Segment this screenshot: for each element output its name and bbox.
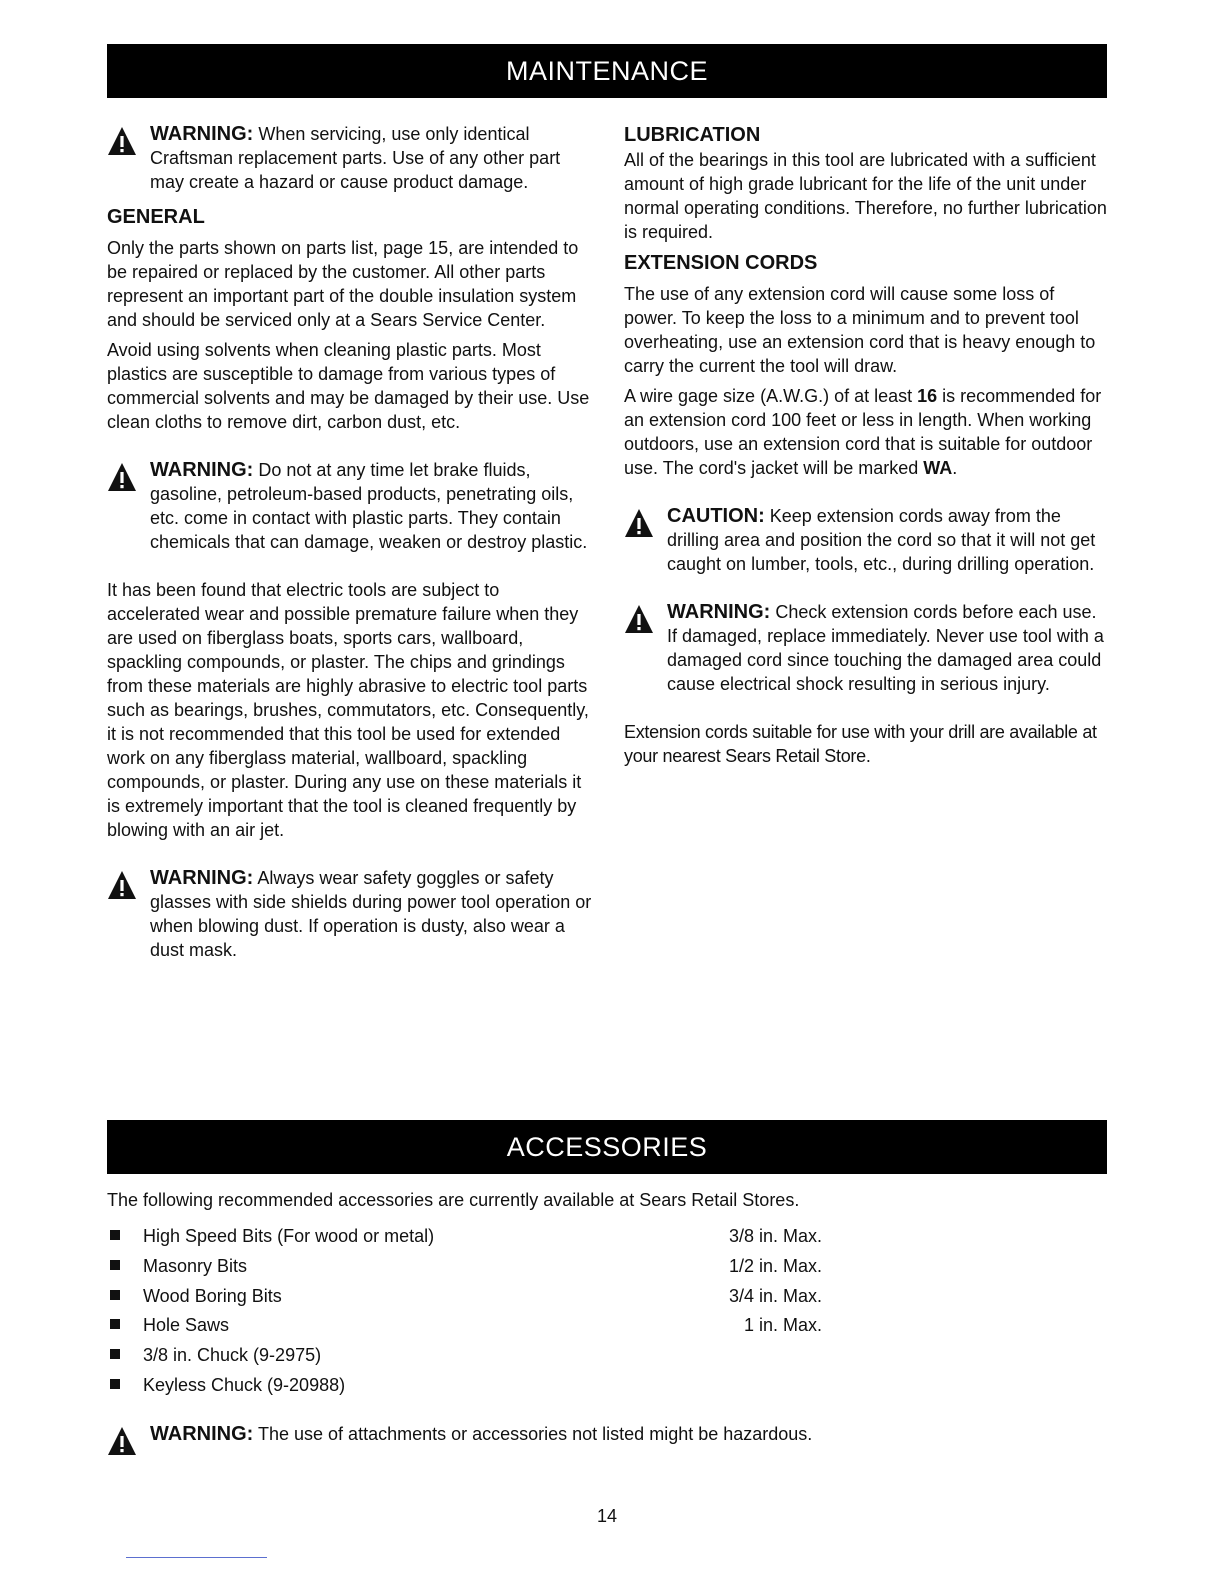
warning-text: Always wear safety goggles or safety glasses with side shields during power tool operation or when blowing dust. If operation is dusty, also wear a dust mask. xyxy=(150,868,592,960)
caution-text: Keep extension cords away from the drilling area and position the cord so that it will not get caught on lumber, tools, etc., during drilling operation. xyxy=(667,506,1096,574)
extension-text-e: . xyxy=(952,458,958,478)
bullet-icon xyxy=(110,1319,120,1329)
accessory-size: 3/8 in. Max. xyxy=(728,1226,822,1246)
list-item xyxy=(107,1313,907,1343)
availability-paragraph: Extension cords suitable for use with your drill are available at your nearest Sears Retail Store. xyxy=(624,722,1097,766)
warning-triangle-icon xyxy=(624,508,654,538)
fiberglass-paragraph: It has been found that electric tools are subject to accelerated wear and possible premature failure when they are used on fiberglass boats, sports cars, wallboard, spackling compounds, or plaster. The chips and grindings from these materials are highly abrasive to electric tool parts such as bearings, brushes, commutators, etc. Consequently, it is not recommended that this tool be used for extended work on any fiberglass material, wallboard, spackling compounds, or plaster. During any use on these materials it is extremely important that the tool is cleaned frequently by blowing with an air jet. xyxy=(107,580,589,840)
lubrication-paragraph: All of the bearings in this tool are lubricated with a sufficient amount of high grade lubricant for the life of the unit under normal operating conditions. Therefore, no further lubrication is required. xyxy=(624,150,1107,242)
warning-label: WARNING: xyxy=(150,123,254,145)
accessory-name: High Speed Bits (For wood or metal) xyxy=(143,1226,435,1246)
warning-label: WARNING: xyxy=(667,601,771,623)
extension-text-a: A wire gage size (A.W.G.) of at least xyxy=(624,386,918,406)
bullet-icon xyxy=(110,1260,120,1270)
warning-label: WARNING: xyxy=(150,1423,254,1445)
accessories-list xyxy=(107,1224,907,1403)
warning-check-cords xyxy=(624,600,1107,696)
bullet-icon xyxy=(110,1349,120,1359)
wire-gage-value: 16 xyxy=(917,386,938,406)
bullet-icon xyxy=(110,1379,120,1389)
warning-safety-goggles xyxy=(107,866,595,962)
warning-label: WARNING: xyxy=(150,459,254,481)
accessory-name: Masonry Bits xyxy=(143,1255,248,1276)
warning-replacement-parts xyxy=(107,122,595,194)
extension-paragraph-1: The use of any extension cord will cause some loss of power. To keep the loss to a minimum and to prevent tool overheating, use an extension cord that is heavy enough to carry the current the tool will draw. xyxy=(624,284,1096,376)
extension-text-c: is recommended for an extension cord 100 feet or less in length. When working outdoors, use an extension cord that is suitable for outdoor use. The cord's jacket will be marked xyxy=(624,386,1102,478)
caution-label: CAUTION: xyxy=(667,505,765,527)
list-item xyxy=(107,1373,907,1403)
right-column xyxy=(624,122,1107,768)
accessory-name: Wood Boring Bits xyxy=(143,1285,282,1306)
accessory-size: 1 in. Max. xyxy=(743,1315,822,1336)
maintenance-banner xyxy=(107,44,1107,98)
footer-rule xyxy=(126,1557,267,1558)
accessory-name: 3/8 in. Chuck (9-2975) xyxy=(143,1345,322,1366)
warning-label: WARNING: xyxy=(150,867,254,889)
page-number: 14 xyxy=(596,1506,618,1526)
general-paragraph-1: Only the parts shown on parts list, page 15, are intended to be repaired or replaced by the customer. All other parts represent an important part of the double insulation system and should be serviced only at a Sears Service Center. xyxy=(107,238,579,330)
warning-brake-fluids xyxy=(107,458,595,554)
caution-extension-cords xyxy=(624,504,1107,576)
bullet-icon xyxy=(110,1230,120,1240)
warning-triangle-icon xyxy=(624,604,654,634)
warning-text: When servicing, use only identical Craftsman replacement parts. Use of any other part may create a hazard or cause product damage. xyxy=(150,124,561,192)
general-paragraph-2: Avoid using solvents when cleaning plastic parts. Most plastics are susceptible to damage from various types of commercial solvents and may be damaged by their use. Use clean cloths to remove dirt, carbon dust, etc. xyxy=(107,340,590,432)
accessory-size: 3/4 in. Max. xyxy=(728,1285,822,1306)
warning-attachments xyxy=(107,1422,1107,1456)
list-item xyxy=(107,1343,907,1373)
list-item xyxy=(107,1224,907,1254)
warning-triangle-icon xyxy=(107,462,137,492)
warning-text: Do not at any time let brake fluids, gasoline, petroleum-based products, penetrating oils, etc. come in contact with plastic parts. They contain chemicals that can damage, weaken or destroy plastic. xyxy=(150,460,588,552)
bullet-icon xyxy=(110,1290,120,1300)
extension-paragraph-2 xyxy=(624,384,1107,480)
accessory-name: Keyless Chuck (9-20988) xyxy=(143,1374,346,1395)
accessories-banner xyxy=(107,1120,1107,1174)
list-item xyxy=(107,1254,907,1284)
warning-triangle-icon xyxy=(107,126,137,156)
maintenance-title: MAINTENANCE xyxy=(505,55,708,86)
warning-triangle-icon xyxy=(107,870,137,900)
accessory-name: Hole Saws xyxy=(143,1315,230,1336)
extension-cords-heading: EXTENSION CORDS xyxy=(624,252,818,274)
accessory-size: 1/2 in. Max. xyxy=(728,1255,822,1276)
list-item xyxy=(107,1284,907,1314)
accessories-title: ACCESSORIES xyxy=(506,1131,708,1162)
lubrication-heading: LUBRICATION xyxy=(624,124,761,146)
accessories-intro: The following recommended accessories are currently available at Sears Retail Stores. xyxy=(107,1190,800,1210)
warning-triangle-icon xyxy=(107,1426,137,1456)
general-heading: GENERAL xyxy=(107,206,205,228)
left-column xyxy=(107,122,595,962)
warning-text: Check extension cords before each use. If damaged, replace immediately. Never use tool with a damaged cord since touching the damaged area could cause electrical shock resulting in serious injury. xyxy=(667,602,1104,694)
warning-text: The use of attachments or accessories not listed might be hazardous. xyxy=(253,1424,813,1444)
jacket-marking: WA xyxy=(923,458,953,478)
